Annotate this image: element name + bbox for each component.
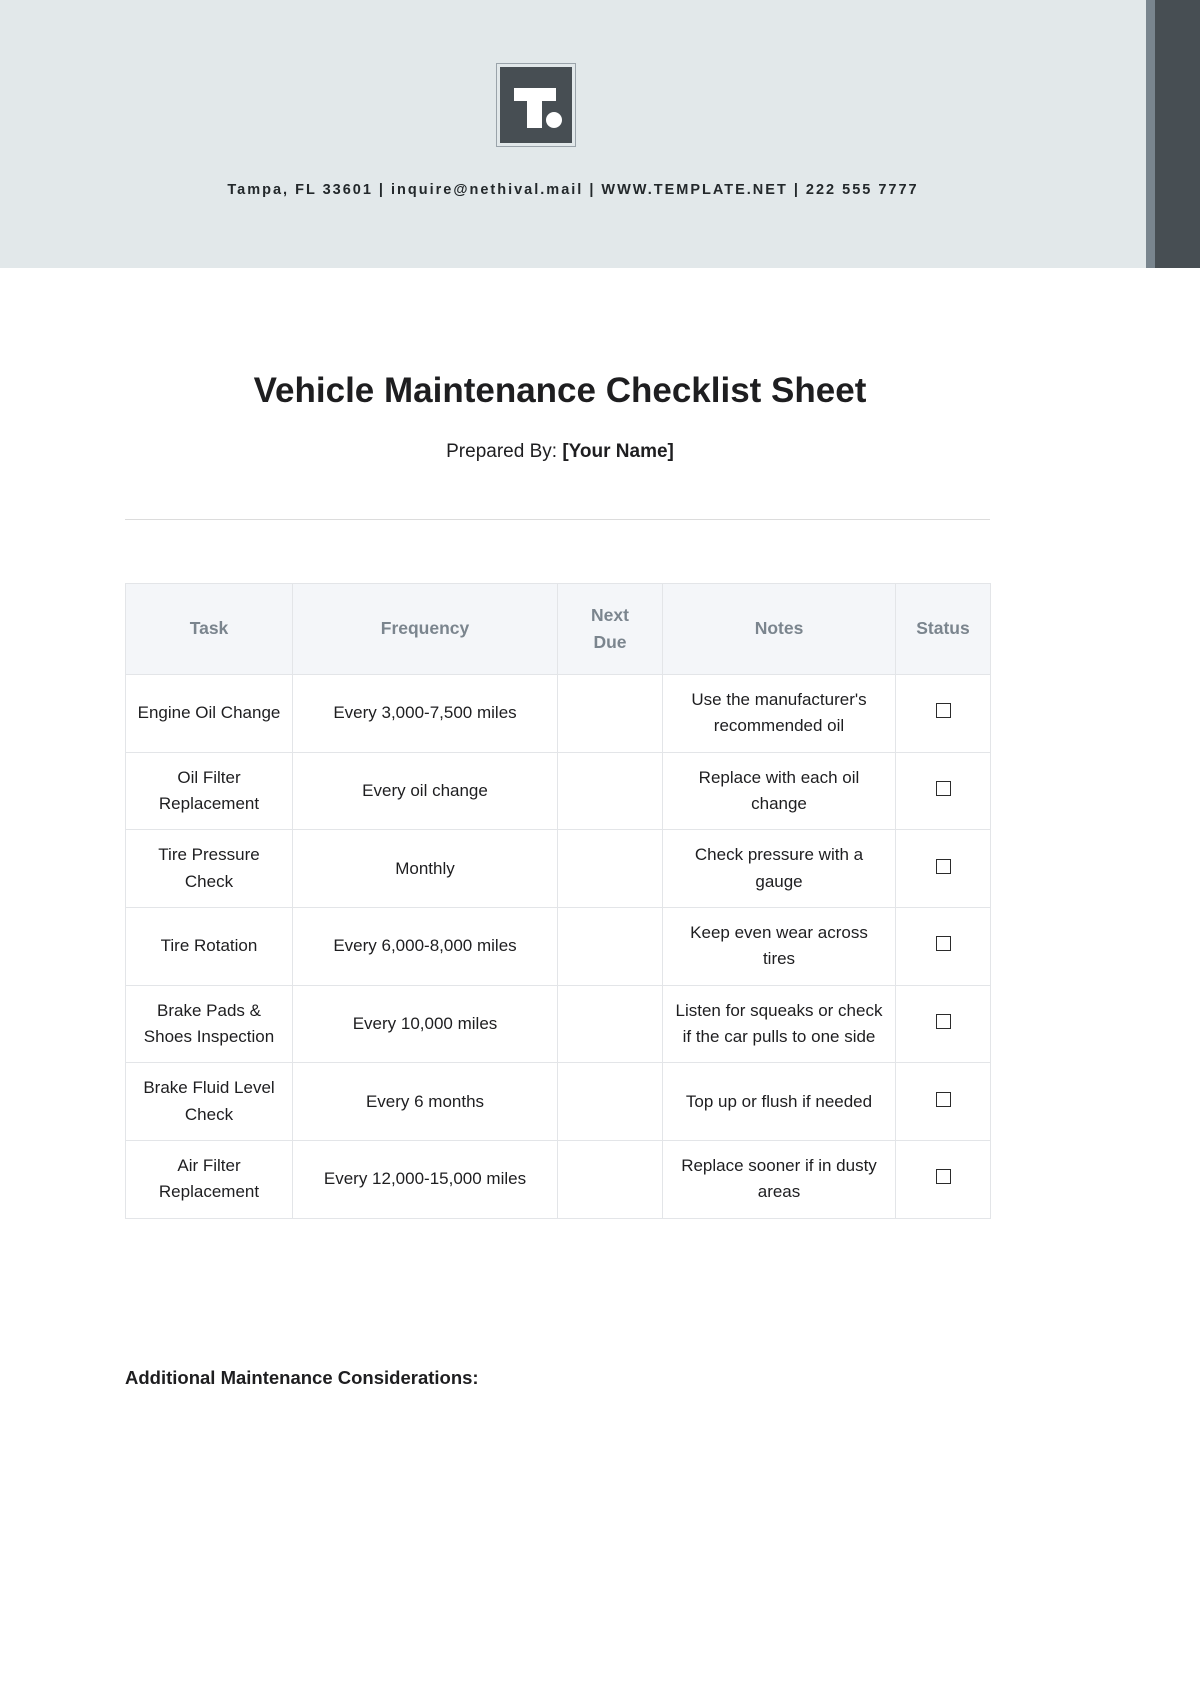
cell-notes: Top up or flush if needed [663,1063,896,1141]
cell-frequency: Every oil change [293,752,558,830]
table-row [126,752,991,830]
additional-considerations-heading: Additional Maintenance Considerations: [125,1367,479,1388]
cell-status [896,908,991,986]
maintenance-checklist-table [125,583,991,1219]
column-header-status: Status [896,584,991,675]
table-row [126,675,991,753]
table-row [126,1063,991,1141]
column-header-next-due-line1: Next [591,604,629,625]
cell-notes: Replace with each oil change [663,752,896,830]
status-checkbox[interactable] [936,936,951,951]
status-checkbox[interactable] [936,859,951,874]
cell-status [896,985,991,1063]
column-header-task: Task [126,584,293,675]
cell-next-due [558,985,663,1063]
cell-frequency: Monthly [293,830,558,908]
status-checkbox[interactable] [936,703,951,718]
cell-status [896,675,991,753]
table-row [126,985,991,1063]
cell-next-due [558,675,663,753]
table-body [126,675,991,1219]
cell-notes: Listen for squeaks or check if the car pulls to one side [663,985,896,1063]
cell-task: Tire Rotation [126,908,293,986]
column-header-next-due-line2: Due [593,632,627,652]
prepared-by-label: Prepared By: [446,441,558,462]
cell-frequency: Every 6 months [293,1063,558,1141]
cell-frequency: Every 3,000-7,500 miles [293,675,558,753]
status-checkbox[interactable] [936,1014,951,1029]
cell-notes: Replace sooner if in dusty areas [663,1141,896,1219]
cell-status [896,1141,991,1219]
cell-status [896,752,991,830]
cell-frequency: Every 6,000-8,000 miles [293,908,558,986]
status-checkbox[interactable] [936,781,951,796]
header-accent-strip-mid [1146,0,1155,268]
column-header-frequency: Frequency [293,584,558,675]
table-row [126,1141,991,1219]
cell-status [896,1063,991,1141]
logo-letter-t-stem [527,88,542,128]
cell-next-due [558,830,663,908]
cell-task: Oil Filter Replacement [126,752,293,830]
cell-next-due [558,1141,663,1219]
brand-logo [497,64,575,146]
cell-frequency: Every 12,000-15,000 miles [293,1141,558,1219]
cell-notes: Check pressure with a gauge [663,830,896,908]
template-dot-logo-icon [500,67,572,143]
column-header-next-due [558,584,663,675]
title-divider [125,519,990,520]
page-header-band [0,0,1200,268]
contact-info-line: Tampa, FL 33601 | inquire@nethival.mail | WWW.TEMPLATE.NET | 222 555 7777 [227,182,919,198]
column-header-notes: Notes [663,584,896,675]
prepared-by-line [0,441,1120,463]
cell-notes: Keep even wear across tires [663,908,896,986]
logo-dot-icon [546,112,562,128]
table-row [126,830,991,908]
table-header [126,584,991,675]
prepared-by-value: [Your Name] [562,441,674,462]
header-accent-strip-dark [1155,0,1200,268]
cell-notes: Use the manufacturer's recommended oil [663,675,896,753]
cell-task: Air Filter Replacement [126,1141,293,1219]
status-checkbox[interactable] [936,1169,951,1184]
table-header-row [126,584,991,675]
cell-task: Tire Pressure Check [126,830,293,908]
table-row [126,908,991,986]
status-checkbox[interactable] [936,1092,951,1107]
cell-frequency: Every 10,000 miles [293,985,558,1063]
cell-task: Brake Fluid Level Check [126,1063,293,1141]
cell-next-due [558,1063,663,1141]
cell-task: Engine Oil Change [126,675,293,753]
cell-status [896,830,991,908]
cell-next-due [558,752,663,830]
cell-next-due [558,908,663,986]
cell-task: Brake Pads & Shoes Inspection [126,985,293,1063]
page-title: Vehicle Maintenance Checklist Sheet [253,371,867,410]
